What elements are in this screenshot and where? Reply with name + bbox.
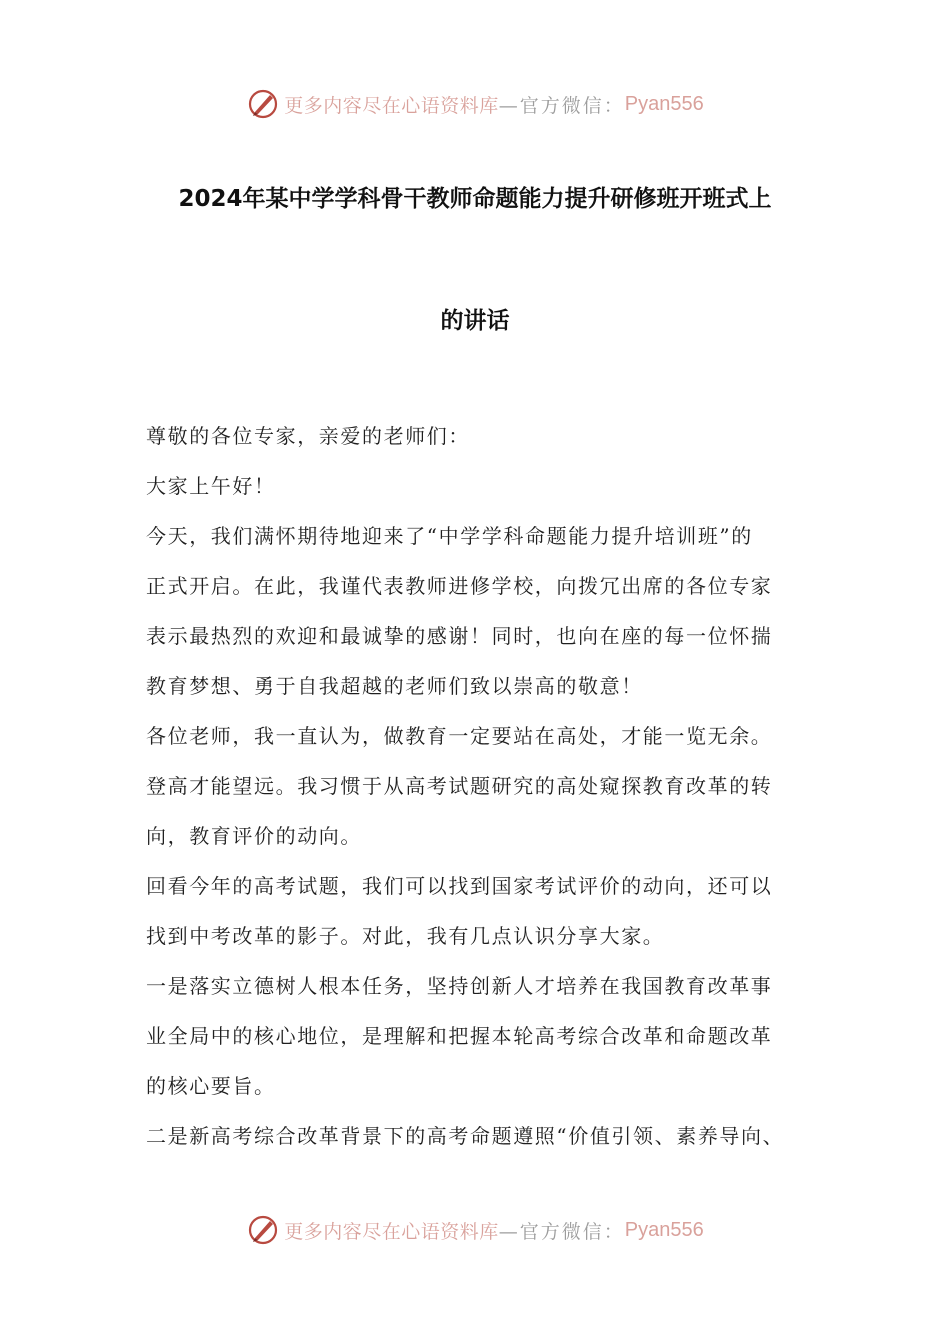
body-line: 一是落实立德树人根本任务，坚持创新人才培养在我国教育改革事 — [146, 974, 773, 998]
body-line: 表示最热烈的欢迎和最诚挚的感谢！同时，也向在座的每一位怀揣 — [146, 624, 773, 648]
body-line: 的核心要旨。 — [146, 1074, 276, 1098]
body-line: 业全局中的核心地位，是理解和把握本轮高考综合改革和命题改革 — [146, 1024, 773, 1048]
body-line: 教育梦想、勇于自我超越的老师们致以崇高的敬意！ — [146, 674, 643, 698]
body-line: 二是新高考综合改革背景下的高考命题遵照“价值引领、素养导向、 — [146, 1124, 785, 1148]
document-body — [146, 418, 826, 1168]
body-line: 今天，我们满怀期待地迎来了“中学学科命题能力提升培训班”的 — [146, 524, 753, 548]
banner-main-text: 更多内容尽在心语资料库 — [284, 94, 499, 117]
body-line: 登高才能望远。我习惯于从高考试题研究的高处窥探教育改革的转 — [146, 774, 773, 798]
pen-circle-logo-icon — [246, 87, 280, 121]
banner-sub-text: —官方微信： — [498, 94, 625, 117]
footer-banner — [0, 1210, 950, 1250]
body-line: 向，教育评价的动向。 — [146, 824, 362, 848]
banner-sub-text: —官方微信： — [498, 1220, 625, 1243]
body-line: 找到中考改革的影子。对此，我有几点认识分享大家。 — [146, 924, 665, 948]
body-line: 尊敬的各位专家，亲爱的老师们： — [146, 424, 470, 448]
banner-wechat-id: Pyan556 — [624, 1218, 704, 1241]
body-line: 回看今年的高考试题，我们可以找到国家考试评价的动向，还可以 — [146, 874, 773, 898]
body-line: 大家上午好！ — [146, 474, 276, 498]
header-banner — [0, 84, 950, 124]
banner-wechat-id: Pyan556 — [624, 92, 704, 115]
document-title-line-1: 2024年某中学学科骨干教师命题能力提升研修班开班式上 — [178, 186, 772, 212]
pen-circle-logo-icon — [246, 1213, 280, 1247]
document-title-line-2: 的讲话 — [440, 308, 510, 334]
body-line: 各位老师，我一直认为，做教育一定要站在高处，才能一览无余。 — [146, 724, 773, 748]
banner-main-text: 更多内容尽在心语资料库 — [284, 1220, 499, 1243]
body-line: 正式开启。在此，我谨代表教师进修学校，向拨冗出席的各位专家 — [146, 574, 773, 598]
